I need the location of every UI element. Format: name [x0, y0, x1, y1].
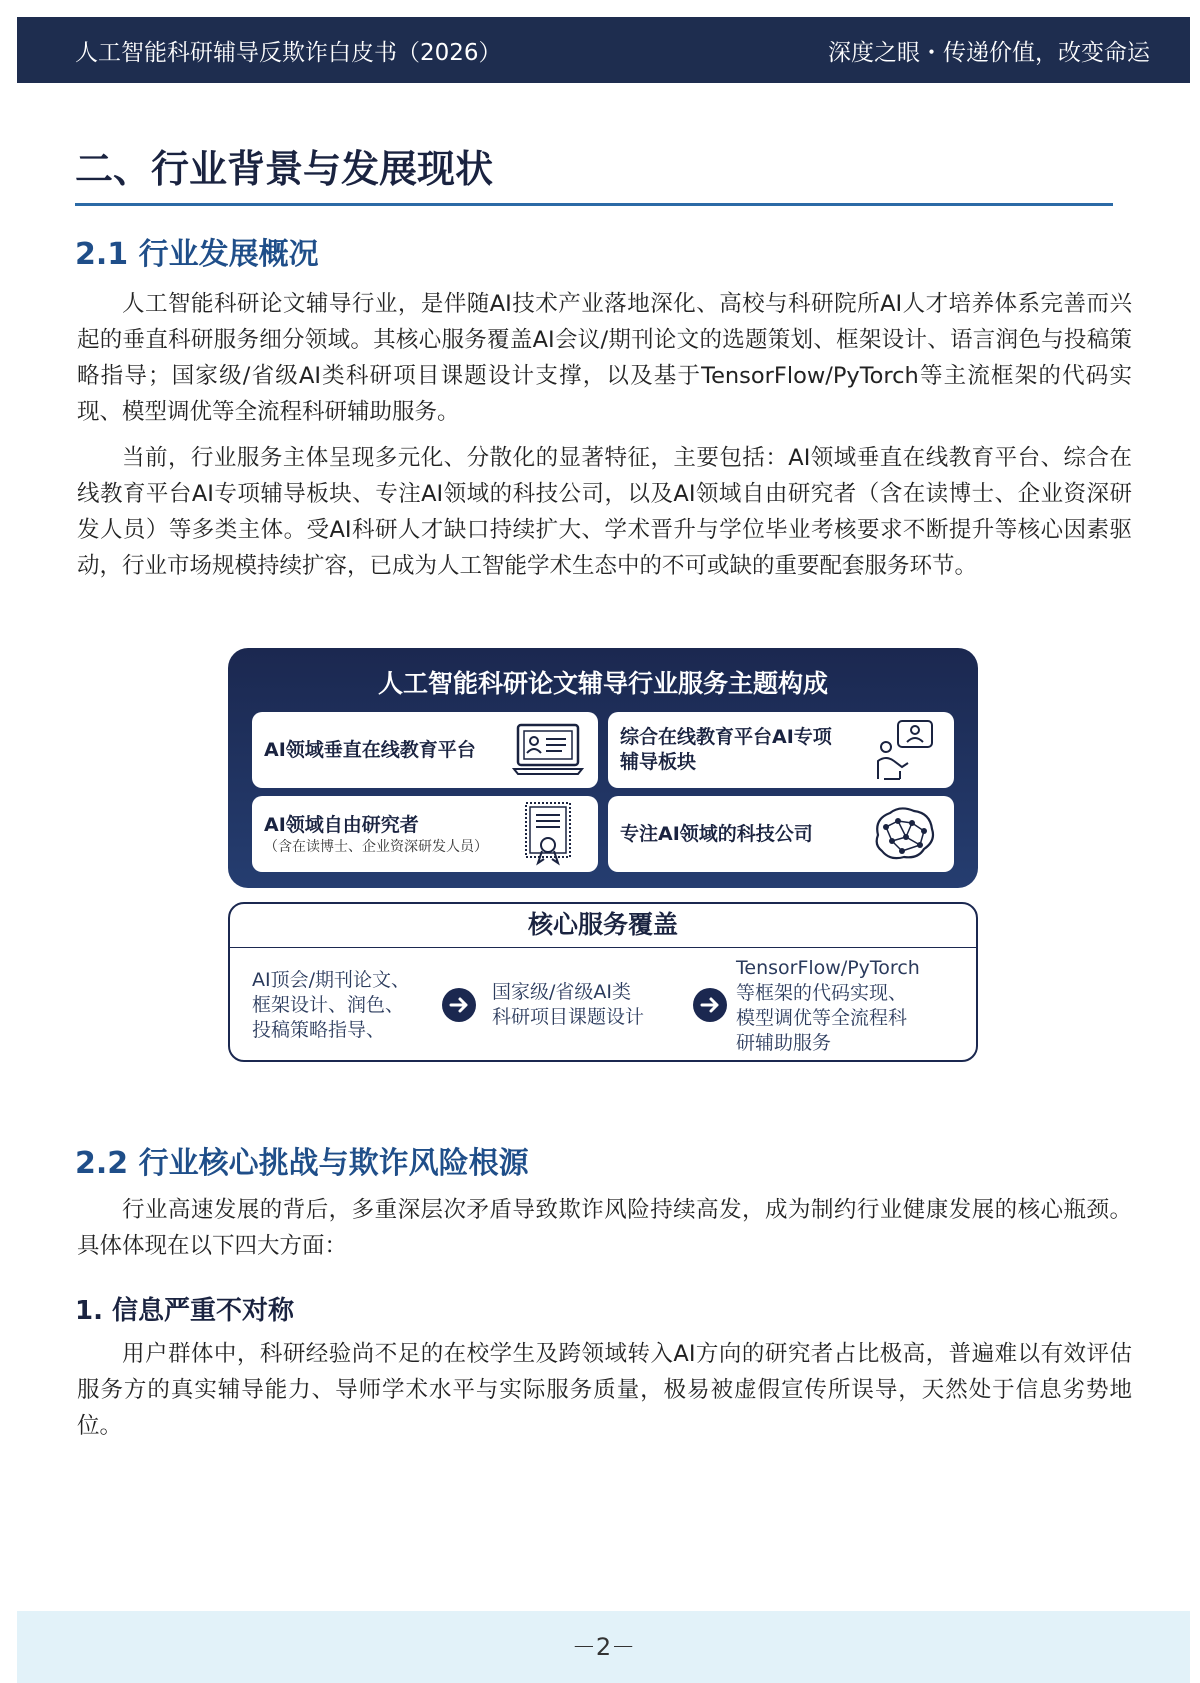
step-line: 框架设计、润色、 [252, 994, 405, 1016]
core-step-papers [252, 968, 422, 1043]
subsection-title-2-2: 2.2 行业核心挑战与欺诈风险根源 [75, 1146, 529, 1181]
ai-brain-icon [868, 801, 940, 867]
paragraph-overview-1: 人工智能科研论文辅导行业，是伴随AI技术产业落地深化、高校与科研院所AI人才培养体系完善而兴起的垂直科研服务细分领域。其核心服务覆盖AI会议/期刊论文的选题策划、框架设计、语言润色与投稿策略指导；国家级/省级AI类科研项目课题设计支撑，以及基于TensorFlow/PyTorch等主流框架的代码实现、模型调优等全流程科研辅助服务。 [77, 291, 1132, 425]
certificate-icon [512, 801, 584, 867]
step-line: 科研项目课题设计 [492, 1006, 645, 1028]
card-label: AI领域自由研究者 [264, 813, 419, 836]
diagram-title: 人工智能科研论文辅导行业服务主题构成 [377, 669, 828, 698]
step-line: 模型调优等全流程科 [736, 1007, 908, 1029]
paragraph-challenges-intro: 行业高速发展的背后，多重深层次矛盾导致欺诈风险持续高发，成为制约行业健康发展的核心瓶颈。具体体现在以下四大方面： [77, 1197, 1132, 1259]
page-footer [17, 1611, 1190, 1683]
monitor-profile-icon [512, 717, 584, 783]
core-services-title: 核心服务覆盖 [230, 904, 976, 948]
challenge-title-1: 1. 信息严重不对称 [75, 1296, 295, 1326]
step-line: AI顶会/期刊论文、 [252, 969, 411, 991]
card-comprehensive-platform [608, 712, 954, 788]
section-title: 二、行业背景与发展现状 [75, 147, 494, 191]
arrow-right-icon [693, 988, 727, 1022]
step-line: TensorFlow/PyTorch [736, 957, 920, 979]
card-label: 专注AI领域的科技公司 [620, 822, 813, 845]
core-step-code [736, 956, 966, 1056]
section-divider [75, 203, 1113, 206]
service-composition-diagram [228, 648, 978, 888]
card-free-researcher [252, 796, 598, 872]
paragraph-overview-2: 当前，行业服务主体呈现多元化、分散化的显著特征，主要包括：AI领域垂直在线教育平台、综合在线教育平台AI专项辅导板块、专注AI领域的科技公司，以及AI领域自由研究者（含在读博士、企业资深研发人员）等多类主体。受AI科研人才缺口持续扩大、学术晋升与学位毕业考核要求不断提升等核心因素驱动，行业市场规模持续扩容，已成为人工智能学术生态中的不可或缺的重要配套服务环节。 [77, 445, 1132, 579]
card-tech-company [608, 796, 954, 872]
card-label: 综合在线教育平台AI专项辅导板块 [620, 726, 832, 773]
page-number: －2－ [571, 1633, 636, 1661]
arrow-right-icon [442, 988, 476, 1022]
paragraph-info-asymmetry: 用户群体中，科研经验尚不足的在校学生及跨领域转入AI方向的研究者占比极高，普遍难以有效评估服务方的真实辅导能力、导师学术水平与实际服务质量，极易被虚假宣传所误导，天然处于信息劣势地位。 [77, 1341, 1132, 1439]
step-line: 研辅助服务 [736, 1032, 832, 1054]
header-slogan: 深度之眼・传递价值，改变命运 [828, 39, 1150, 66]
card-sublabel: （含在读博士、企业资深研发人员） [264, 838, 488, 855]
card-vertical-platform [252, 712, 598, 788]
subsection-title-2-1: 2.1 行业发展概况 [75, 237, 319, 272]
core-step-projects [492, 980, 672, 1030]
step-line: 投稿策略指导、 [252, 1019, 386, 1041]
tutor-chat-icon [868, 717, 940, 783]
step-line: 等框架的代码实现、 [736, 982, 908, 1004]
card-label-group [264, 813, 488, 856]
step-line: 国家级/省级AI类 [492, 981, 632, 1003]
core-services-panel [228, 902, 978, 1062]
document-title: 人工智能科研辅导反欺诈白皮书（2026） [75, 39, 502, 66]
header-bar [17, 17, 1190, 83]
card-label: AI领域垂直在线教育平台 [264, 738, 476, 761]
